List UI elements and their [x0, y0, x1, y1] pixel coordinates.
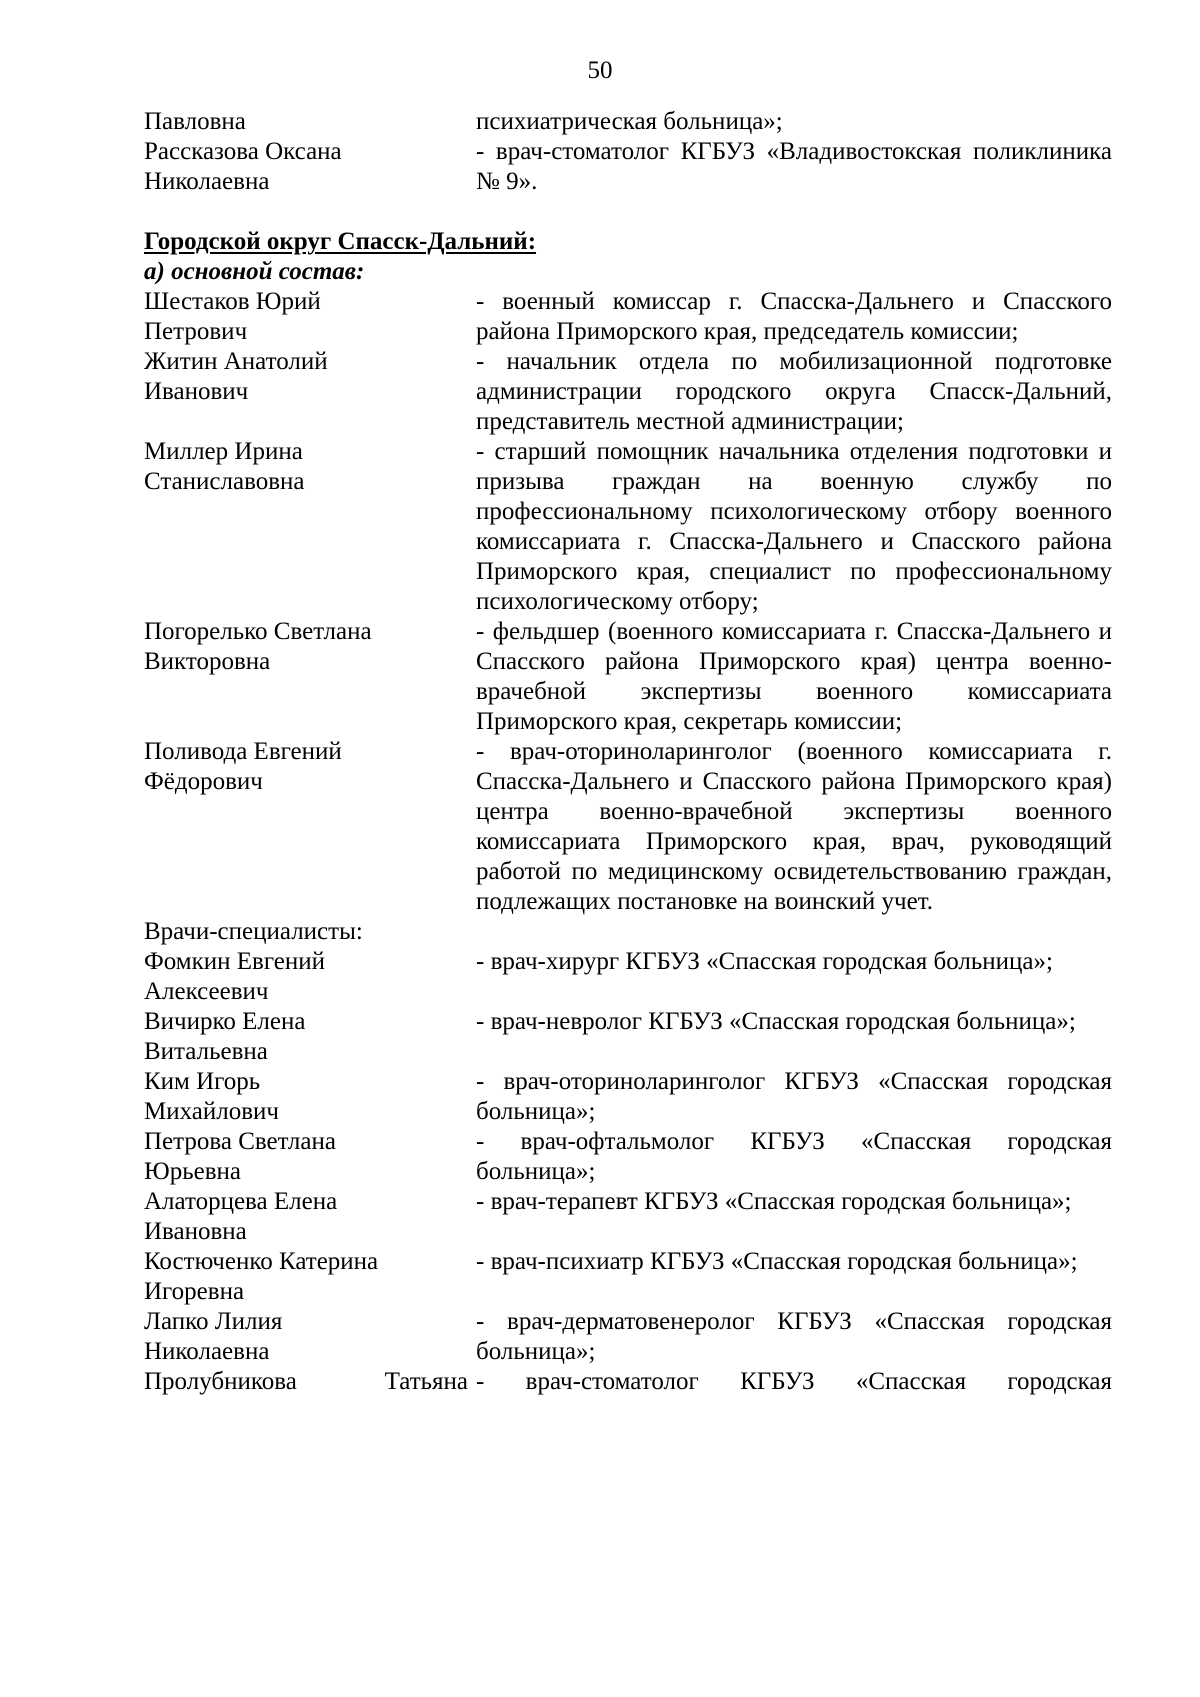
- specialist-name-line: Ивановна: [144, 1218, 247, 1245]
- specialist-name-line: Игоревна: [144, 1278, 245, 1305]
- member-position: - начальник отдела по мобилизационной подготовке администрации городского округа Спасск-Дальний, представитель местной администрации;: [476, 348, 1112, 435]
- member-entry: [144, 737, 1112, 917]
- page-number: 50: [587, 57, 613, 84]
- specialist-entry: [144, 1247, 1112, 1307]
- member-entry: [144, 437, 1112, 617]
- specialist-name-line: Алексеевич: [144, 978, 269, 1005]
- member-name-line: Павловна: [144, 108, 246, 135]
- specialist-entry: [144, 1307, 1112, 1367]
- member-name: [144, 107, 476, 137]
- member-name-line: Викторовна: [144, 648, 271, 675]
- member-name: [144, 737, 476, 797]
- specialist-position: - врач-оториноларинголог КГБУЗ «Спасская городская больница»;: [476, 1068, 1112, 1125]
- member-position: - врач-оториноларинголог (военного комиссариата г. Спасска-Дальнего и Спасского района Приморского края) центра военно-врачебной экспертизы военного комиссариата Приморского края, врач, руководящий работой по медицинскому освидетельствованию граждан, подлежащих постановке на воинский учет.: [476, 738, 1112, 915]
- specialist-entry: [144, 947, 1112, 1007]
- specialist-name: [144, 1067, 476, 1127]
- member-name: [144, 347, 476, 407]
- specialist-name-line: Лапко Лилия: [144, 1308, 283, 1335]
- specialist-position: - врач-стоматолог КГБУЗ «Спасская городская: [476, 1368, 1112, 1395]
- specialists-label: Врачи-специалисты:: [144, 918, 363, 945]
- specialist-name-line: Ким Игорь: [144, 1068, 261, 1095]
- specialist-name: [144, 1187, 476, 1247]
- member-entry: [144, 617, 1112, 737]
- specialist-name-line: Петрова Светлана: [144, 1128, 336, 1155]
- specialist-name: [144, 1247, 476, 1307]
- specialist-name-line: Витальевна: [144, 1038, 268, 1065]
- specialist-name-line: Костюченко Катерина: [144, 1248, 379, 1275]
- specialist-name-line: Юрьевна: [144, 1158, 241, 1185]
- specialist-position: - врач-терапевт КГБУЗ «Спасская городская больница»;: [476, 1188, 1072, 1215]
- specialist-name-line: Пролубникова Татьяна: [144, 1368, 468, 1395]
- specialist-name-line: Михайлович: [144, 1098, 279, 1125]
- member-position: - военный комиссар г. Спасска-Дальнего и Спасского района Приморского края, председатель комиссии;: [476, 288, 1112, 345]
- specialist-entry: [144, 1067, 1112, 1127]
- member-position: - врач-стоматолог КГБУЗ «Владивостокская поликлиника № 9».: [476, 138, 1112, 195]
- member-name-line: Шестаков Юрий: [144, 288, 321, 315]
- member-name-line: Погорелько Светлана: [144, 618, 372, 645]
- member-name-line: Петрович: [144, 318, 248, 345]
- specialist-position: - врач-психиатр КГБУЗ «Спасская городская больница»;: [476, 1248, 1078, 1275]
- specialist-name: [144, 1307, 476, 1367]
- member-name: [144, 137, 476, 197]
- subsection-title: а) основной состав:: [144, 258, 365, 285]
- member-name-line: Рассказова Оксана: [144, 138, 342, 165]
- member-name: [144, 617, 476, 677]
- specialist-name: [144, 1367, 476, 1397]
- specialist-name-line: Фомкин Евгений: [144, 948, 325, 975]
- member-name-line: Миллер Ирина: [144, 438, 303, 465]
- specialist-name: [144, 1127, 476, 1187]
- specialist-name: [144, 1007, 476, 1067]
- section-spacer: [144, 197, 1112, 227]
- specialist-entry: [144, 1187, 1112, 1247]
- member-entry: [144, 347, 1112, 437]
- section-title: Городской округ Спасск-Дальний:: [144, 228, 537, 255]
- specialist-position: - врач-дерматовенеролог КГБУЗ «Спасская городская больница»;: [476, 1308, 1112, 1365]
- member-name-line: Станиславовна: [144, 468, 305, 495]
- member-entry: [144, 137, 1112, 197]
- specialist-position: - врач-невролог КГБУЗ «Спасская городская больница»;: [476, 1008, 1076, 1035]
- member-position: - фельдшер (военного комиссариата г. Спасска-Дальнего и Спасского района Приморского края) центра военно-врачебной экспертизы военного комиссариата Приморского края, секретарь комиссии;: [476, 618, 1112, 735]
- member-position: - старший помощник начальника отделения подготовки и призыва граждан на военную службу по профессиональному психологическому отбору военного комиссариата г. Спасска-Дальнего и Спасского района Приморского края, специалист по профессиональному психологическому отбору;: [476, 438, 1112, 615]
- member-name: [144, 437, 476, 497]
- specialist-name-line: Вичирко Елена: [144, 1008, 306, 1035]
- member-name-line: Иванович: [144, 378, 249, 405]
- specialist-name-line: Николаевна: [144, 1338, 270, 1365]
- member-name-line: Житин Анатолий: [144, 348, 328, 375]
- specialist-entry: [144, 1127, 1112, 1187]
- specialist-name: [144, 947, 476, 1007]
- member-name-line: Поливода Евгений: [144, 738, 342, 765]
- specialist-entry: [144, 1007, 1112, 1067]
- specialist-name-line: Алаторцева Елена: [144, 1188, 338, 1215]
- member-name-line: Фёдорович: [144, 768, 263, 795]
- member-position: психиатрическая больница»;: [476, 108, 783, 135]
- member-name: [144, 287, 476, 347]
- specialist-position: - врач-хирург КГБУЗ «Спасская городская больница»;: [476, 948, 1053, 975]
- document-body: [144, 107, 1112, 1397]
- member-entry: [144, 107, 1112, 137]
- specialist-position: - врач-офтальмолог КГБУЗ «Спасская городская больница»;: [476, 1128, 1112, 1185]
- specialist-entry: [144, 1367, 1112, 1397]
- member-name-line: Николаевна: [144, 168, 270, 195]
- member-entry: [144, 287, 1112, 347]
